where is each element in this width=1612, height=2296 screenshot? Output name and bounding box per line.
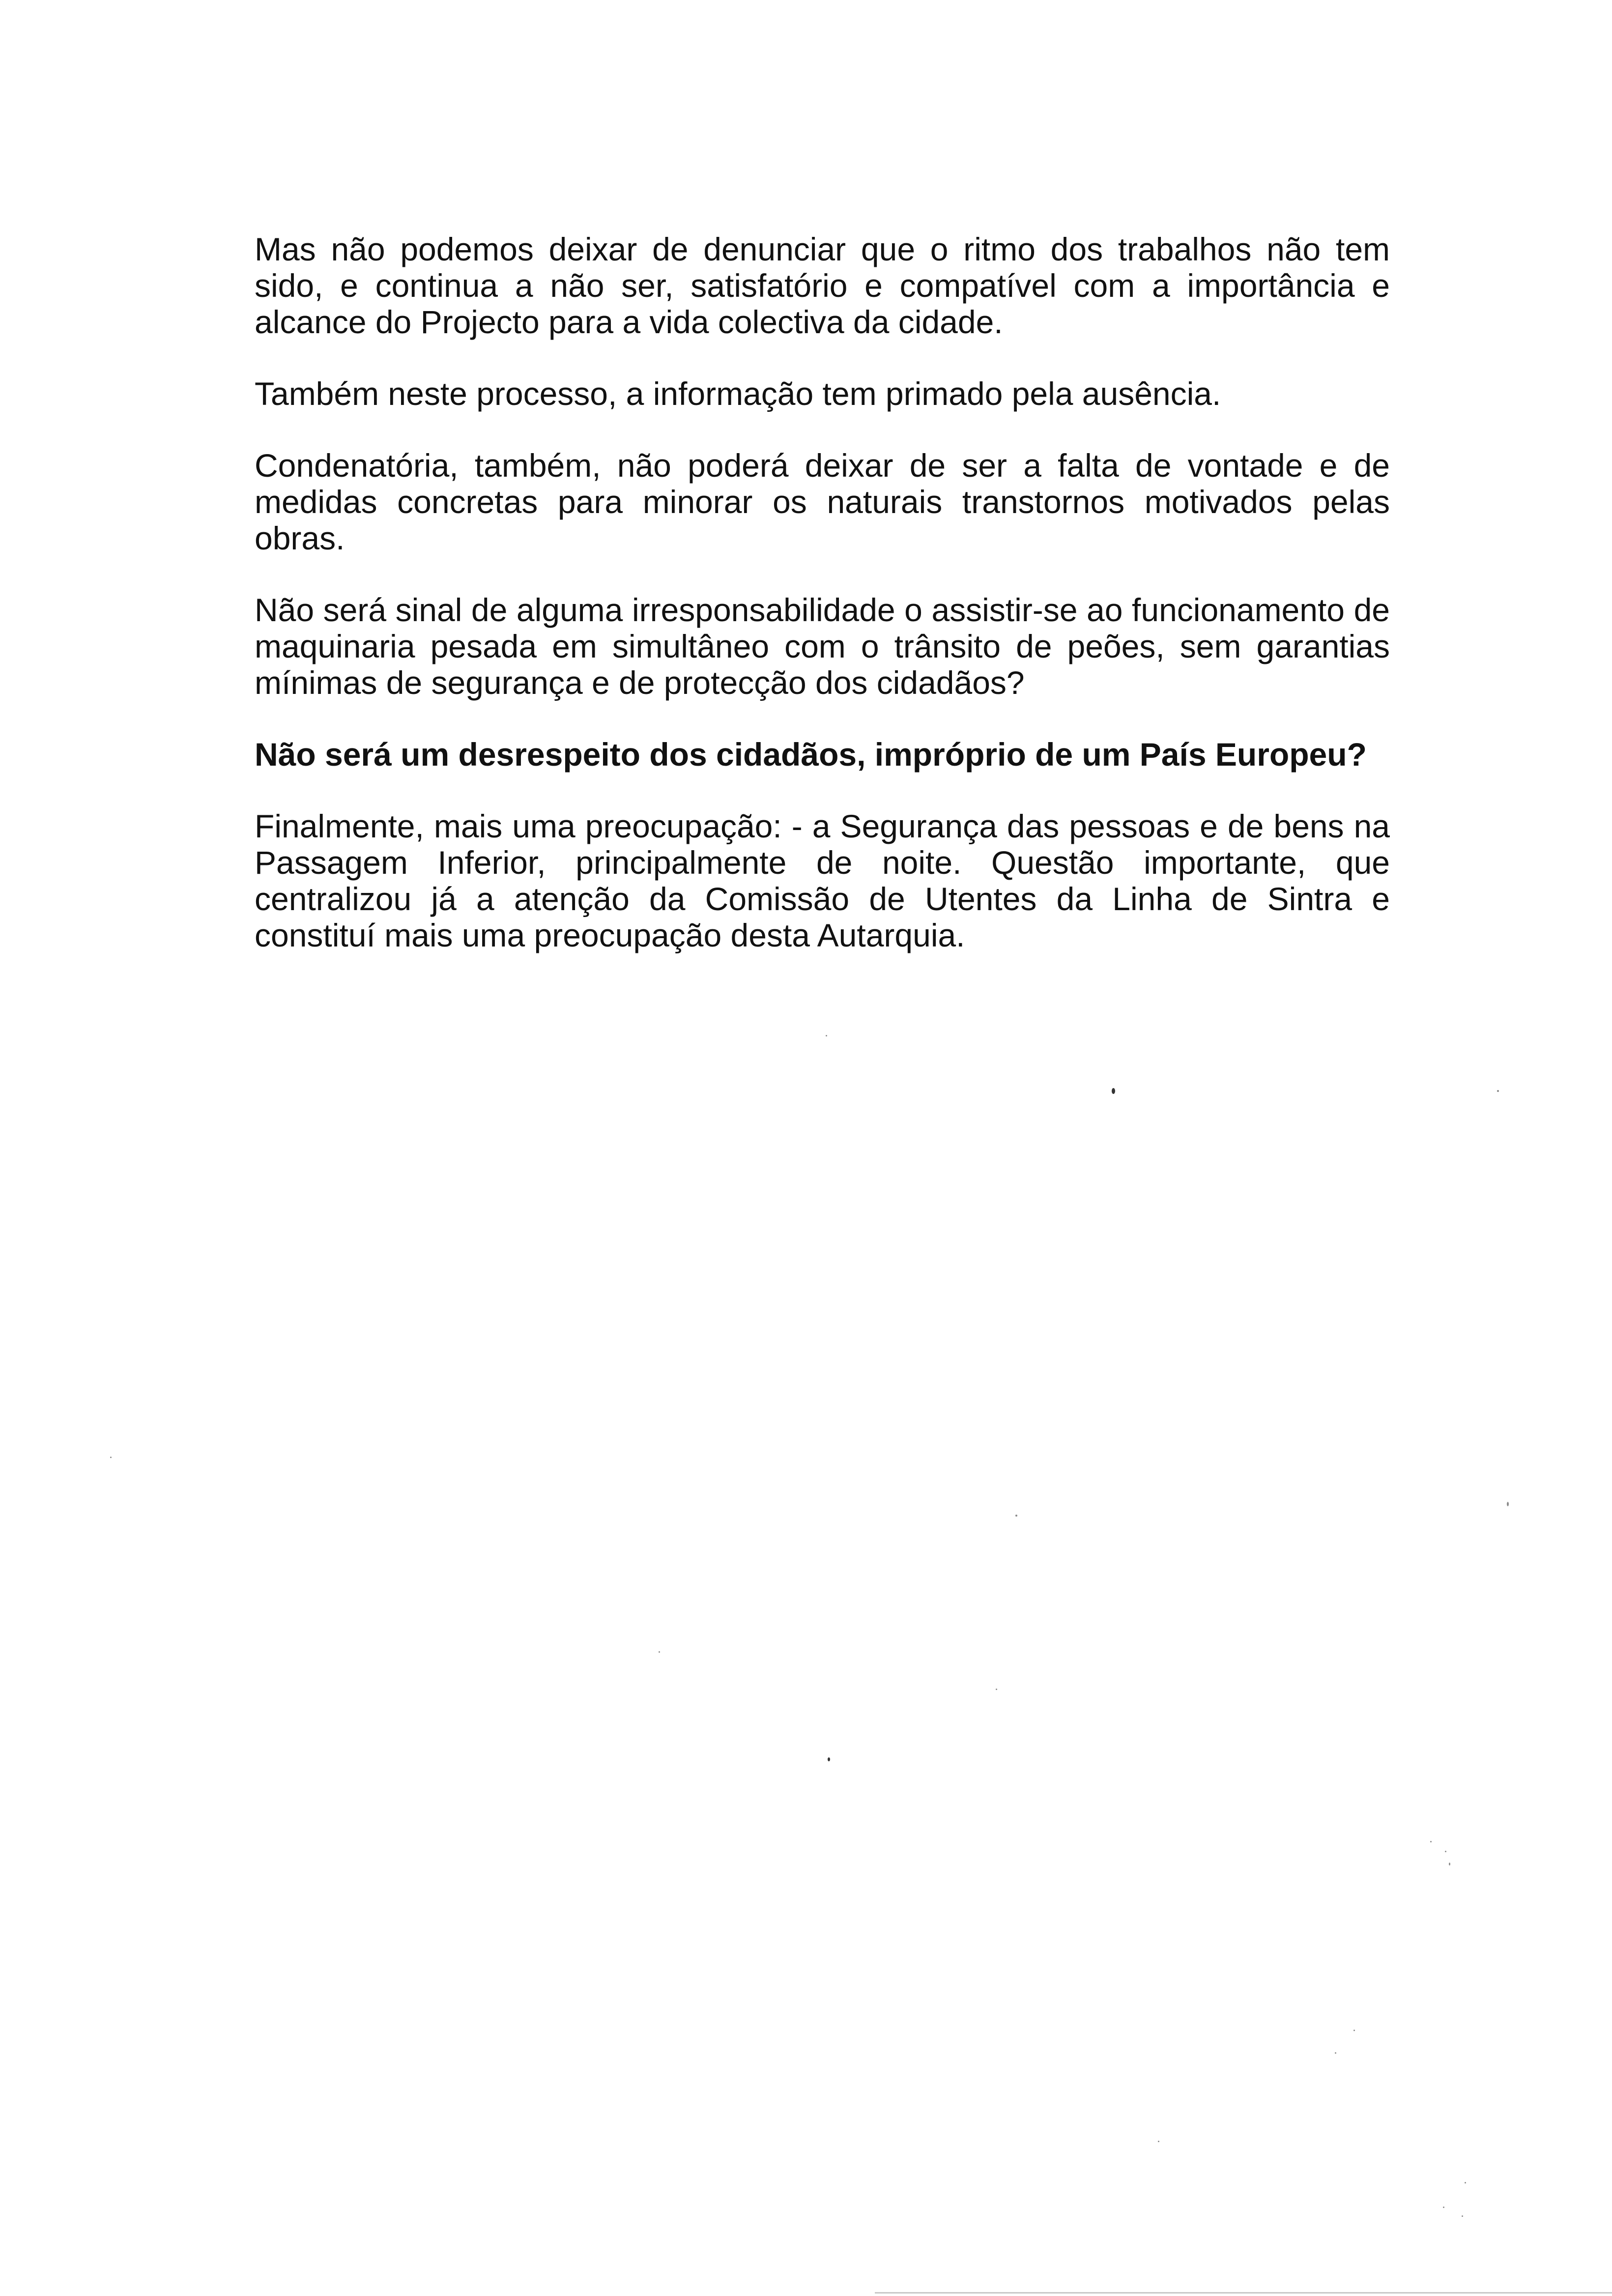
scan-speck [1353, 2030, 1355, 2031]
scan-speck [1462, 2215, 1463, 2217]
scan-speck [1335, 2052, 1336, 2054]
scan-speck [1449, 1863, 1450, 1866]
paragraph-3: Condenatória, também, não poderá deixar de ser a falta de vontade e de medidas concretas para minorar os naturais transtornos motivados pelas obras. [255, 447, 1390, 556]
paragraph-1: Mas não podemos deixar de denunciar que o ritmo dos trabalhos não tem sido, e continua a não ser, satisfatório e compatível com a importância e alcance do Projecto para a vida colectiva da cidade. [255, 231, 1390, 340]
scan-speck [1015, 1515, 1017, 1517]
scan-speck [110, 1457, 112, 1458]
scan-speck [1443, 2207, 1444, 2208]
scan-speck [1112, 1088, 1115, 1094]
document-body [255, 231, 1390, 989]
paragraph-5-bold-question: Não será um desrespeito dos cidadãos, impróprio de um País Europeu? [255, 736, 1367, 773]
paragraph-4: Não será sinal de alguma irresponsabilidade o assistir-se ao funcionamento de maquinaria pesada em simultâneo com o trânsito de peões, sem garantias mínimas de segurança e de protecção dos cidadãos? [255, 592, 1390, 701]
paragraph-2: Também neste processo, a informação tem primado pela ausência. [255, 375, 1221, 412]
paragraph-6: Finalmente, mais uma preocupação: - a Segurança das pessoas e de bens na Passagem Inferior, principalmente de noite. Questão importante, que centralizou já a atenção da Comissão de Utentes da Linha de Sintra e constituí mais uma preocupação desta Autarquia. [255, 808, 1390, 953]
scan-speck [1430, 1841, 1432, 1842]
scan-speck [1497, 1090, 1499, 1092]
scan-speck [1507, 1502, 1509, 1506]
scan-edge-line [875, 2292, 1612, 2294]
scan-speck [659, 1651, 660, 1653]
scan-speck [828, 1757, 830, 1761]
scan-speck [1445, 1851, 1446, 1852]
scan-speck [1465, 2182, 1466, 2183]
scan-speck [996, 1689, 997, 1690]
scan-speck [826, 1035, 827, 1036]
scan-speck [1158, 2141, 1159, 2142]
